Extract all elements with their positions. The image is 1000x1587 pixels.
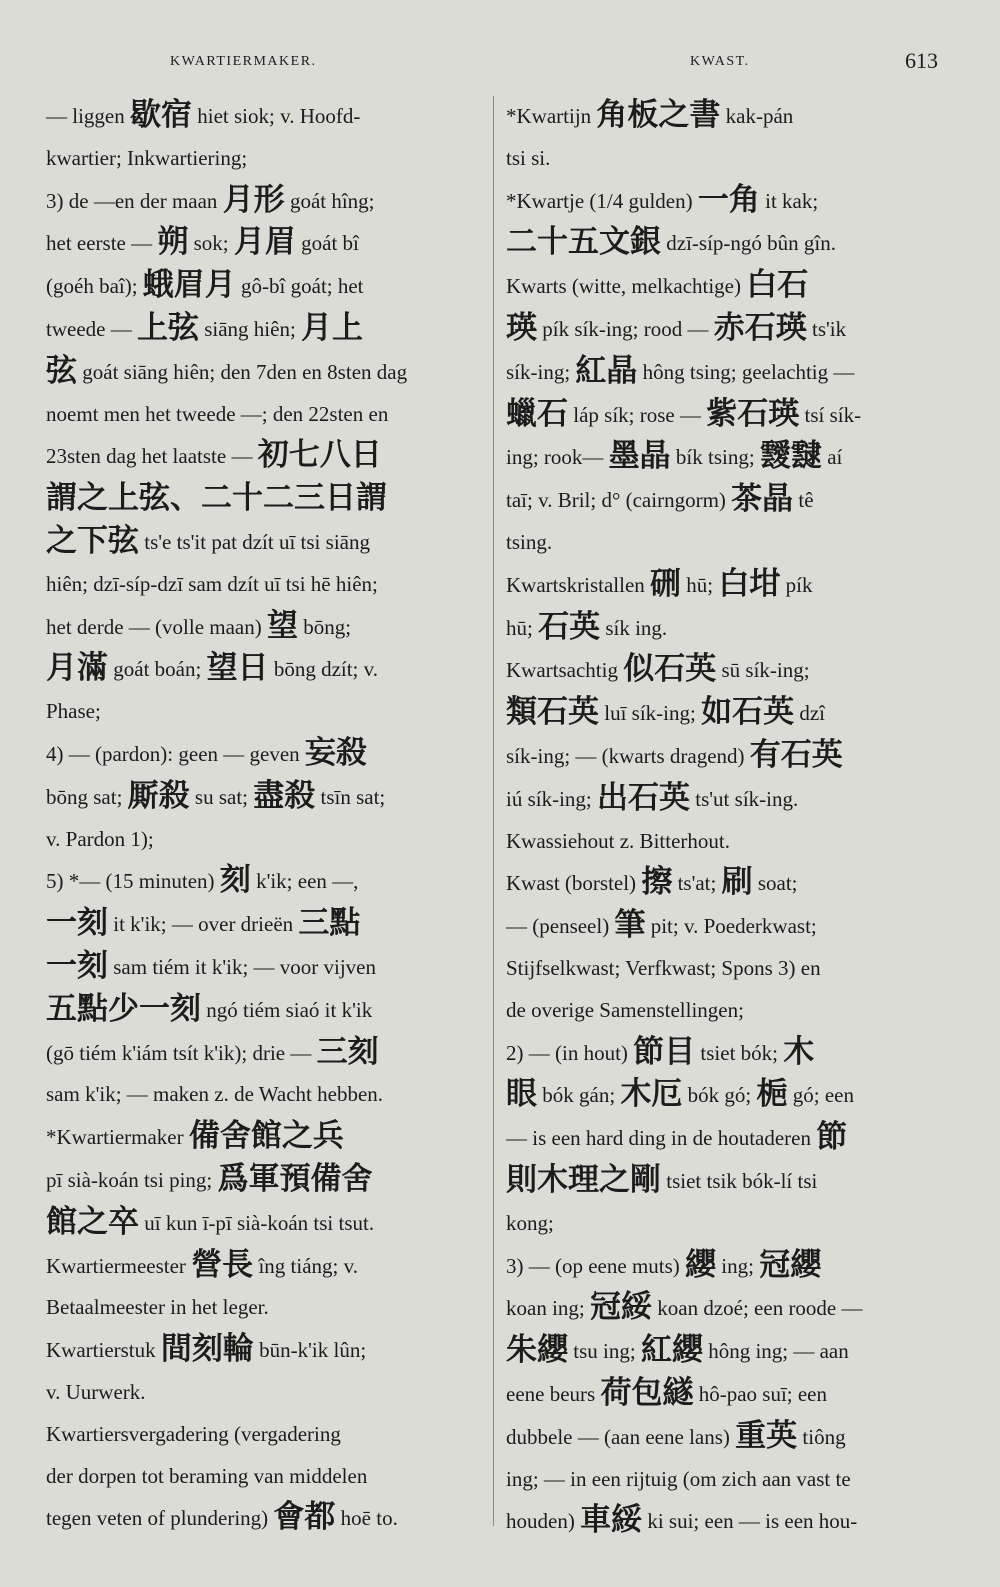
dictionary-line: Kwartiersvergadering (vergadering xyxy=(46,1421,341,1446)
dictionary-line: het eerste — 朔 sok; 月眉 goát bî xyxy=(46,224,359,261)
chinese-characters: 茶晶 xyxy=(731,481,794,518)
chinese-characters: 荷包繸 xyxy=(600,1374,694,1411)
chinese-characters: 間刻輪 xyxy=(160,1331,254,1368)
dictionary-line: Kwartiermeester 營長 îng tiáng; v. xyxy=(46,1246,358,1283)
dictionary-line: 朱纓 tsu ing; 紅纓 hông ing; — aan xyxy=(506,1332,849,1369)
dictionary-line: 2) — (in hout) 節目 tsiet bók; 木 xyxy=(506,1033,815,1070)
chinese-characters: 硎 xyxy=(650,565,682,602)
chinese-characters: 節 xyxy=(816,1119,848,1156)
dictionary-line: taī; v. Bril; d° (cairngorm) 茶晶 tê xyxy=(506,481,814,518)
chinese-characters: 纓 xyxy=(685,1246,717,1283)
dictionary-line: sík-ing; 紅晶 hông tsing; geelachtig — xyxy=(506,352,855,389)
chinese-characters: 朱纓 xyxy=(506,1332,568,1369)
running-head-mid: KWAST. xyxy=(690,54,750,69)
dictionary-line: 則木理之剛 tsiet tsik bók-lí tsi xyxy=(506,1161,818,1198)
dictionary-line xyxy=(46,478,482,521)
chinese-characters: 五點少一刻 xyxy=(46,990,201,1027)
dictionary-line: 月滿 goát boán; 望日 bōng dzít; v. xyxy=(46,650,379,687)
chinese-characters: 備舍館之兵 xyxy=(188,1118,344,1155)
chinese-characters: 冠纓 xyxy=(759,1246,822,1283)
dictionary-line: tsing. xyxy=(506,529,553,554)
chinese-characters: 三點 xyxy=(298,905,361,942)
dictionary-line: bōng sat; 厮殺 su sat; 盡殺 tsīn sat; xyxy=(46,777,386,814)
dictionary-line: sík-ing; — (kwarts dragend) 有石英 xyxy=(506,736,843,773)
dictionary-line: Kwast (borstel) 擦 ts'at; 刷 soat; xyxy=(506,864,798,901)
dictionary-line: *Kwartiermaker 備舍館之兵 xyxy=(46,1118,344,1155)
dictionary-line: Kwartierstuk 間刻輪 būn-k'ik lûn; xyxy=(46,1331,367,1368)
dictionary-line: houden) 車綏 ki sui; een — is een hou- xyxy=(506,1502,858,1539)
chinese-characters: 月眉 xyxy=(233,224,296,261)
dictionary-line: 蠟石 láp sík; rose — 紫石瑛 tsí sík- xyxy=(506,395,862,432)
chinese-characters: 眼 xyxy=(506,1076,537,1113)
chinese-characters: 刻 xyxy=(219,862,251,899)
dictionary-line: 弦 goát siāng hiên; den 7den en 8sten dag xyxy=(46,352,408,389)
dictionary-line: Kwarts (witte, melkachtige) 白石 xyxy=(506,267,809,304)
dictionary-line: 館之卒 uī kun ī-pī sià-koán tsi tsut. xyxy=(46,1203,375,1240)
dictionary-line: v. Pardon 1); xyxy=(46,826,154,851)
chinese-characters: 車綏 xyxy=(580,1502,643,1539)
chinese-characters: 上弦 xyxy=(136,309,199,346)
chinese-characters: 筆 xyxy=(614,907,646,944)
chinese-characters: 木厄 xyxy=(620,1076,683,1113)
chinese-characters: 似石英 xyxy=(623,651,717,688)
chinese-characters: 二十五文銀 xyxy=(506,224,661,261)
chinese-characters: 三刻 xyxy=(316,1033,379,1070)
dictionary-line: 一刻 sam tiém it k'ik; — voor vijven xyxy=(46,947,377,984)
dictionary-line: kong; xyxy=(506,1210,554,1235)
dictionary-line: 瑛 pík sík-ing; rood — 赤石瑛 ts'ik xyxy=(506,309,847,346)
dictionary-line: 二十五文銀 dzī-síp-ngó bûn gîn. xyxy=(506,224,836,261)
dictionary-line: 23sten dag het laatste — 初七八日 xyxy=(46,437,382,474)
dictionary-line: Stijfselkwast; Verfkwast; Spons 3) en xyxy=(506,955,821,980)
dictionary-line: Kwartskristallen 硎 hū; 白坩 pík xyxy=(506,565,813,602)
dictionary-line: — liggen 歇宿 hiet siok; v. Hoofd- xyxy=(46,97,361,133)
chinese-characters: 營長 xyxy=(191,1246,254,1283)
chinese-characters: 朔 xyxy=(157,224,189,261)
dictionary-line: tweede — 上弦 siāng hiên; 月上 xyxy=(46,309,364,346)
chinese-characters: 石英 xyxy=(538,608,601,645)
dictionary-line: het derde — (volle maan) 望 bōng; xyxy=(46,607,352,644)
dictionary-line: hiên; dzī-síp-dzī sam dzít uī tsi hē hiên; xyxy=(46,571,378,596)
dictionary-line: ing; rook— 墨晶 bík tsing; 靉靆 aí xyxy=(506,438,843,475)
dictionary-line: *Kwartijn 角板之書 kak-pán xyxy=(506,97,794,133)
dictionary-line: *Kwartje (1/4 gulden) 一角 it kak; xyxy=(506,181,819,218)
chinese-characters: 梔 xyxy=(756,1076,788,1113)
dictionary-line: tegen veten of plundering) 會都 hoē to. xyxy=(46,1499,398,1536)
chinese-characters: 望日 xyxy=(206,650,269,687)
chinese-characters: 月上 xyxy=(301,309,364,346)
chinese-characters: 角板之書 xyxy=(596,97,721,133)
dictionary-line: 類石英 luī sík-ing; 如石英 dzî xyxy=(506,694,825,731)
chinese-characters: 厮殺 xyxy=(127,777,190,814)
left-column xyxy=(46,95,482,1540)
chinese-characters: 望 xyxy=(267,607,298,644)
dictionary-line: — is een hard ding in de houtaderen 節 xyxy=(506,1119,848,1156)
chinese-characters: 弦 xyxy=(46,352,77,389)
chinese-characters: 類石英 xyxy=(506,694,599,731)
dictionary-line: ing; — in een rijtuig (om zich aan vast te xyxy=(506,1466,851,1491)
chinese-characters: 刷 xyxy=(721,864,753,901)
column-divider xyxy=(493,96,494,1526)
dictionary-line: 一刻 it k'ik; — over drieën 三點 xyxy=(46,905,361,942)
running-head-left: KWARTIERMAKER. xyxy=(170,54,317,69)
chinese-characters: 蠟石 xyxy=(506,395,568,432)
chinese-characters: 墨晶 xyxy=(608,438,671,475)
chinese-characters: 紅纓 xyxy=(640,1332,703,1369)
dictionary-line: (goéh baî); 蛾眉月 gô-bî goát; het xyxy=(46,267,364,304)
chinese-characters: 冠綏 xyxy=(590,1289,652,1326)
dictionary-line: 眼 bók gán; 木厄 bók gó; 梔 gó; een xyxy=(506,1076,854,1113)
chinese-characters: 妄殺 xyxy=(304,734,367,771)
dictionary-line: Betaalmeester in het leger. xyxy=(46,1295,269,1320)
chinese-characters: 謂之上弦、二十二三日謂 xyxy=(46,480,387,517)
chinese-characters: 有石英 xyxy=(749,736,843,773)
dictionary-line: koan ing; 冠綏 koan dzoé; een roode — xyxy=(506,1289,863,1326)
chinese-characters: 則木理之剛 xyxy=(506,1161,661,1198)
page-number: 613 xyxy=(905,48,938,73)
chinese-characters: 月形 xyxy=(222,181,285,218)
chinese-characters: 赤石瑛 xyxy=(713,309,807,346)
chinese-characters: 擦 xyxy=(641,864,673,901)
dictionary-line: Kwartsachtig 似石英 sū sík-ing; xyxy=(506,651,810,688)
dictionary-line: sam k'ik; — maken z. de Wacht hebben. xyxy=(46,1082,384,1107)
dictionary-line: hū; 石英 sík ing. xyxy=(506,608,668,645)
dictionary-line: 3) — (op eene muts) 纓 ing; 冠纓 xyxy=(506,1246,822,1283)
chinese-characters: 盡殺 xyxy=(253,777,316,814)
dictionary-line: de overige Samenstellingen; xyxy=(506,997,744,1022)
dictionary-line: Kwassiehout z. Bitterhout. xyxy=(506,828,730,853)
right-column xyxy=(506,95,946,1543)
dictionary-line: (gō tiém k'iám tsít k'ik); drie — 三刻 xyxy=(46,1033,379,1070)
chinese-characters: 歇宿 xyxy=(130,97,192,133)
dictionary-line: iú sík-ing; 出石英 ts'ut sík-ing. xyxy=(506,779,799,816)
page-header xyxy=(0,44,1000,84)
chinese-characters: 一角 xyxy=(697,181,760,218)
dictionary-line: 3) de —en der maan 月形 goát hîng; xyxy=(46,181,375,218)
chinese-characters: 館之卒 xyxy=(46,1203,139,1240)
dictionary-line: kwartier; Inkwartiering; xyxy=(46,145,248,170)
chinese-characters: 出石英 xyxy=(597,779,691,816)
chinese-characters: 蛾眉月 xyxy=(142,267,236,304)
dictionary-line: 之下弦 ts'e ts'it pat dzít uī tsi siāng xyxy=(46,522,370,559)
chinese-characters: 一刻 xyxy=(46,905,108,942)
dictionary-line: tsi si. xyxy=(506,145,551,170)
chinese-characters: 爲軍預備舍 xyxy=(217,1160,373,1197)
dictionary-line: noemt men het tweede —; den 22sten en xyxy=(46,401,389,426)
chinese-characters: 如石英 xyxy=(701,694,795,731)
chinese-characters: 靉靆 xyxy=(759,438,822,475)
dictionary-line: 4) — (pardon): geen — geven 妄殺 xyxy=(46,734,367,771)
chinese-characters: 瑛 xyxy=(506,309,537,346)
dictionary-line: der dorpen tot beraming van middelen xyxy=(46,1463,368,1488)
dictionary-line: 5) *— (15 minuten) 刻 k'ik; een —, xyxy=(46,862,359,899)
dictionary-line: 五點少一刻 ngó tiém siaó it k'ik xyxy=(46,990,373,1027)
chinese-characters: 紫石瑛 xyxy=(706,395,800,432)
chinese-characters: 月滿 xyxy=(46,650,108,687)
chinese-characters: 木 xyxy=(783,1033,815,1070)
dictionary-line: dubbele — (aan eene lans) 重英 tiông xyxy=(506,1417,846,1454)
chinese-characters: 會都 xyxy=(273,1499,336,1536)
dictionary-line: Phase; xyxy=(46,699,101,724)
dictionary-line: eene beurs 荷包繸 hô-pao suī; een xyxy=(506,1374,827,1411)
dictionary-line: v. Uurwerk. xyxy=(46,1379,146,1404)
chinese-characters: 紅晶 xyxy=(575,352,638,389)
chinese-characters: 之下弦 xyxy=(46,522,139,559)
chinese-characters: 節目 xyxy=(633,1033,696,1070)
chinese-characters: 一刻 xyxy=(46,947,108,984)
chinese-characters: 白石 xyxy=(746,267,809,304)
chinese-characters: 初七八日 xyxy=(257,437,382,474)
dictionary-line: pī sià-koán tsi ping; 爲軍預備舍 xyxy=(46,1160,373,1197)
chinese-characters: 白坩 xyxy=(718,565,781,602)
dictionary-line: — (penseel) 筆 pit; v. Poederkwast; xyxy=(506,907,817,944)
chinese-characters: 重英 xyxy=(735,1417,798,1454)
